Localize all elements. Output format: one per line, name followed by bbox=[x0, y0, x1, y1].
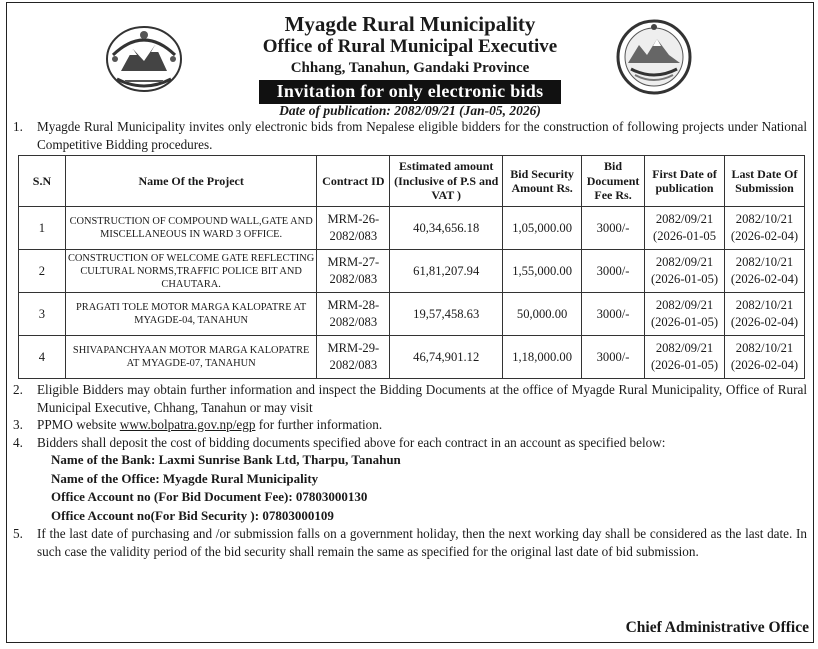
clause-4 bbox=[7, 434, 813, 452]
cell-project-name: CONSTRUCTION OF WELCOME GATE REFLECTING CULTURAL NORMS,TRAFFIC POLICE BIT AND CHAUTARA. bbox=[65, 250, 316, 293]
cell-sn: 4 bbox=[19, 336, 66, 379]
cell-last-date: 2082/10/21 (2026-02-04) bbox=[724, 250, 804, 293]
clause-text-before-link: PPMO website bbox=[37, 417, 117, 432]
org-name: Myagde Rural Municipality bbox=[284, 12, 536, 36]
clause-number: 1. bbox=[13, 119, 23, 134]
header-project-name: Name Of the Project bbox=[65, 156, 316, 207]
clause-text: Myagde Rural Municipality invites only electronic bids from Nepalese eligible bidders for the construction of following projects under National Competitive Bidding procedures. bbox=[37, 119, 807, 152]
fee-account-number: Office Account no (For Bid Document Fee): 07803000130 bbox=[51, 489, 368, 504]
cell-bid-security: 1,55,000.00 bbox=[503, 250, 582, 293]
office-name: Office of Rural Municipal Executive bbox=[262, 36, 558, 57]
cell-document-fee: 3000/- bbox=[582, 293, 645, 336]
clause-text-after-link: for further information. bbox=[258, 417, 383, 432]
cell-first-date: 2082/09/21 (2026-01-05) bbox=[645, 293, 725, 336]
bank-details bbox=[7, 451, 813, 525]
clause-text: If the last date of purchasing and /or submission falls on a government holiday, then the next working day shall be considered as the last date. In such case the validity period of the bid security shall remain the same as specified for the original last date of bid submission. bbox=[37, 526, 807, 559]
cell-contract-id: MRM-27-2082/083 bbox=[317, 250, 390, 293]
cell-document-fee: 3000/- bbox=[582, 207, 645, 250]
cell-document-fee: 3000/- bbox=[582, 336, 645, 379]
table-row bbox=[19, 250, 805, 293]
gandaki-province-emblem-icon bbox=[613, 15, 695, 97]
clause-number: 4. bbox=[13, 434, 23, 450]
clause-3 bbox=[7, 416, 813, 434]
cell-last-date: 2082/10/21 (2026-02-04) bbox=[724, 293, 804, 336]
notice-banner: Invitation for only electronic bids bbox=[259, 80, 562, 104]
cell-contract-id: MRM-26-2082/083 bbox=[317, 207, 390, 250]
clause-2 bbox=[7, 381, 813, 416]
header-last-date: Last Date Of Submission bbox=[724, 156, 804, 207]
cell-sn: 1 bbox=[19, 207, 66, 250]
clause-number: 3. bbox=[13, 417, 23, 432]
cell-last-date: 2082/10/21 (2026-02-04) bbox=[724, 336, 804, 379]
clause-text: Bidders shall deposit the cost of bidding documents specified above for each contract in an account as specified below: bbox=[37, 434, 666, 450]
cell-project-name: PRAGATI TOLE MOTOR MARGA KALOPATRE AT MYAGDE-04, TANAHUN bbox=[65, 293, 316, 336]
header-first-date: First Date of publication bbox=[645, 156, 725, 207]
bank-name: Name of the Bank: Laxmi Sunrise Bank Ltd, Tharpu, Tanahun bbox=[51, 452, 401, 467]
clause-5 bbox=[7, 525, 813, 560]
cell-contract-id: MRM-28-2082/083 bbox=[317, 293, 390, 336]
cell-first-date: 2082/09/21 (2026-01-05 bbox=[645, 207, 725, 250]
cell-estimated-amount: 46,74,901.12 bbox=[390, 336, 503, 379]
clause-number: 5. bbox=[13, 526, 23, 541]
table-row bbox=[19, 293, 805, 336]
header-estimated-amount: Estimated amount (Inclusive of P.S and VAT ) bbox=[390, 156, 503, 207]
cell-estimated-amount: 61,81,207.94 bbox=[390, 250, 503, 293]
clause-number: 2. bbox=[13, 382, 23, 397]
cell-bid-security: 50,000.00 bbox=[503, 293, 582, 336]
header-document-fee: Bid Document Fee Rs. bbox=[582, 156, 645, 207]
header-contract-id: Contract ID bbox=[317, 156, 390, 207]
security-account-number: Office Account no(For Bid Security ): 07803000109 bbox=[51, 507, 334, 523]
cell-estimated-amount: 19,57,458.63 bbox=[390, 293, 503, 336]
header-bid-security: Bid Security Amount Rs. bbox=[503, 156, 582, 207]
cell-bid-security: 1,05,000.00 bbox=[503, 207, 582, 250]
cell-sn: 2 bbox=[19, 250, 66, 293]
cell-project-name: SHIVAPANCHYAAN MOTOR MARGA KALOPATRE AT MYAGDE-07, TANAHUN bbox=[65, 336, 316, 379]
header-sn: S.N bbox=[19, 156, 66, 207]
cell-estimated-amount: 40,34,656.18 bbox=[390, 207, 503, 250]
office-account-name: Name of the Office: Myagde Rural Municipality bbox=[51, 470, 319, 486]
cell-sn: 3 bbox=[19, 293, 66, 336]
cell-first-date: 2082/09/21 (2026-01-05) bbox=[645, 250, 725, 293]
cell-bid-security: 1,18,000.00 bbox=[503, 336, 582, 379]
ppmo-website-link[interactable]: www.bolpatra.gov.np/egp bbox=[119, 417, 256, 432]
table-row bbox=[19, 336, 805, 379]
cell-project-name: CONSTRUCTION OF COMPOUND WALL,GATE AND MISCELLANEOUS IN WARD 3 OFFICE. bbox=[65, 207, 316, 250]
cell-first-date: 2082/09/21 (2026-01-05) bbox=[645, 336, 725, 379]
table-row bbox=[19, 207, 805, 250]
signature-block: Chief Administrative Office bbox=[625, 619, 809, 636]
notice-header bbox=[7, 3, 813, 118]
notice-page bbox=[6, 2, 814, 643]
clause-text: Eligible Bidders may obtain further information and inspect the Bidding Documents at the office of Myagde Rural Municipality, Office of Rural Municipal Executive, Chhang, Tanahun or may visit bbox=[37, 382, 807, 415]
cell-last-date: 2082/10/21 (2026-02-04) bbox=[724, 207, 804, 250]
publication-date: Date of publication: 2082/09/21 (Jan-05, 2026) bbox=[279, 103, 541, 118]
table-header-row bbox=[19, 156, 805, 207]
projects-table bbox=[18, 155, 805, 379]
cell-document-fee: 3000/- bbox=[582, 250, 645, 293]
cell-contract-id: MRM-29-2082/083 bbox=[317, 336, 390, 379]
office-address: Chhang, Tanahun, Gandaki Province bbox=[290, 60, 530, 76]
clause-1 bbox=[7, 118, 813, 153]
